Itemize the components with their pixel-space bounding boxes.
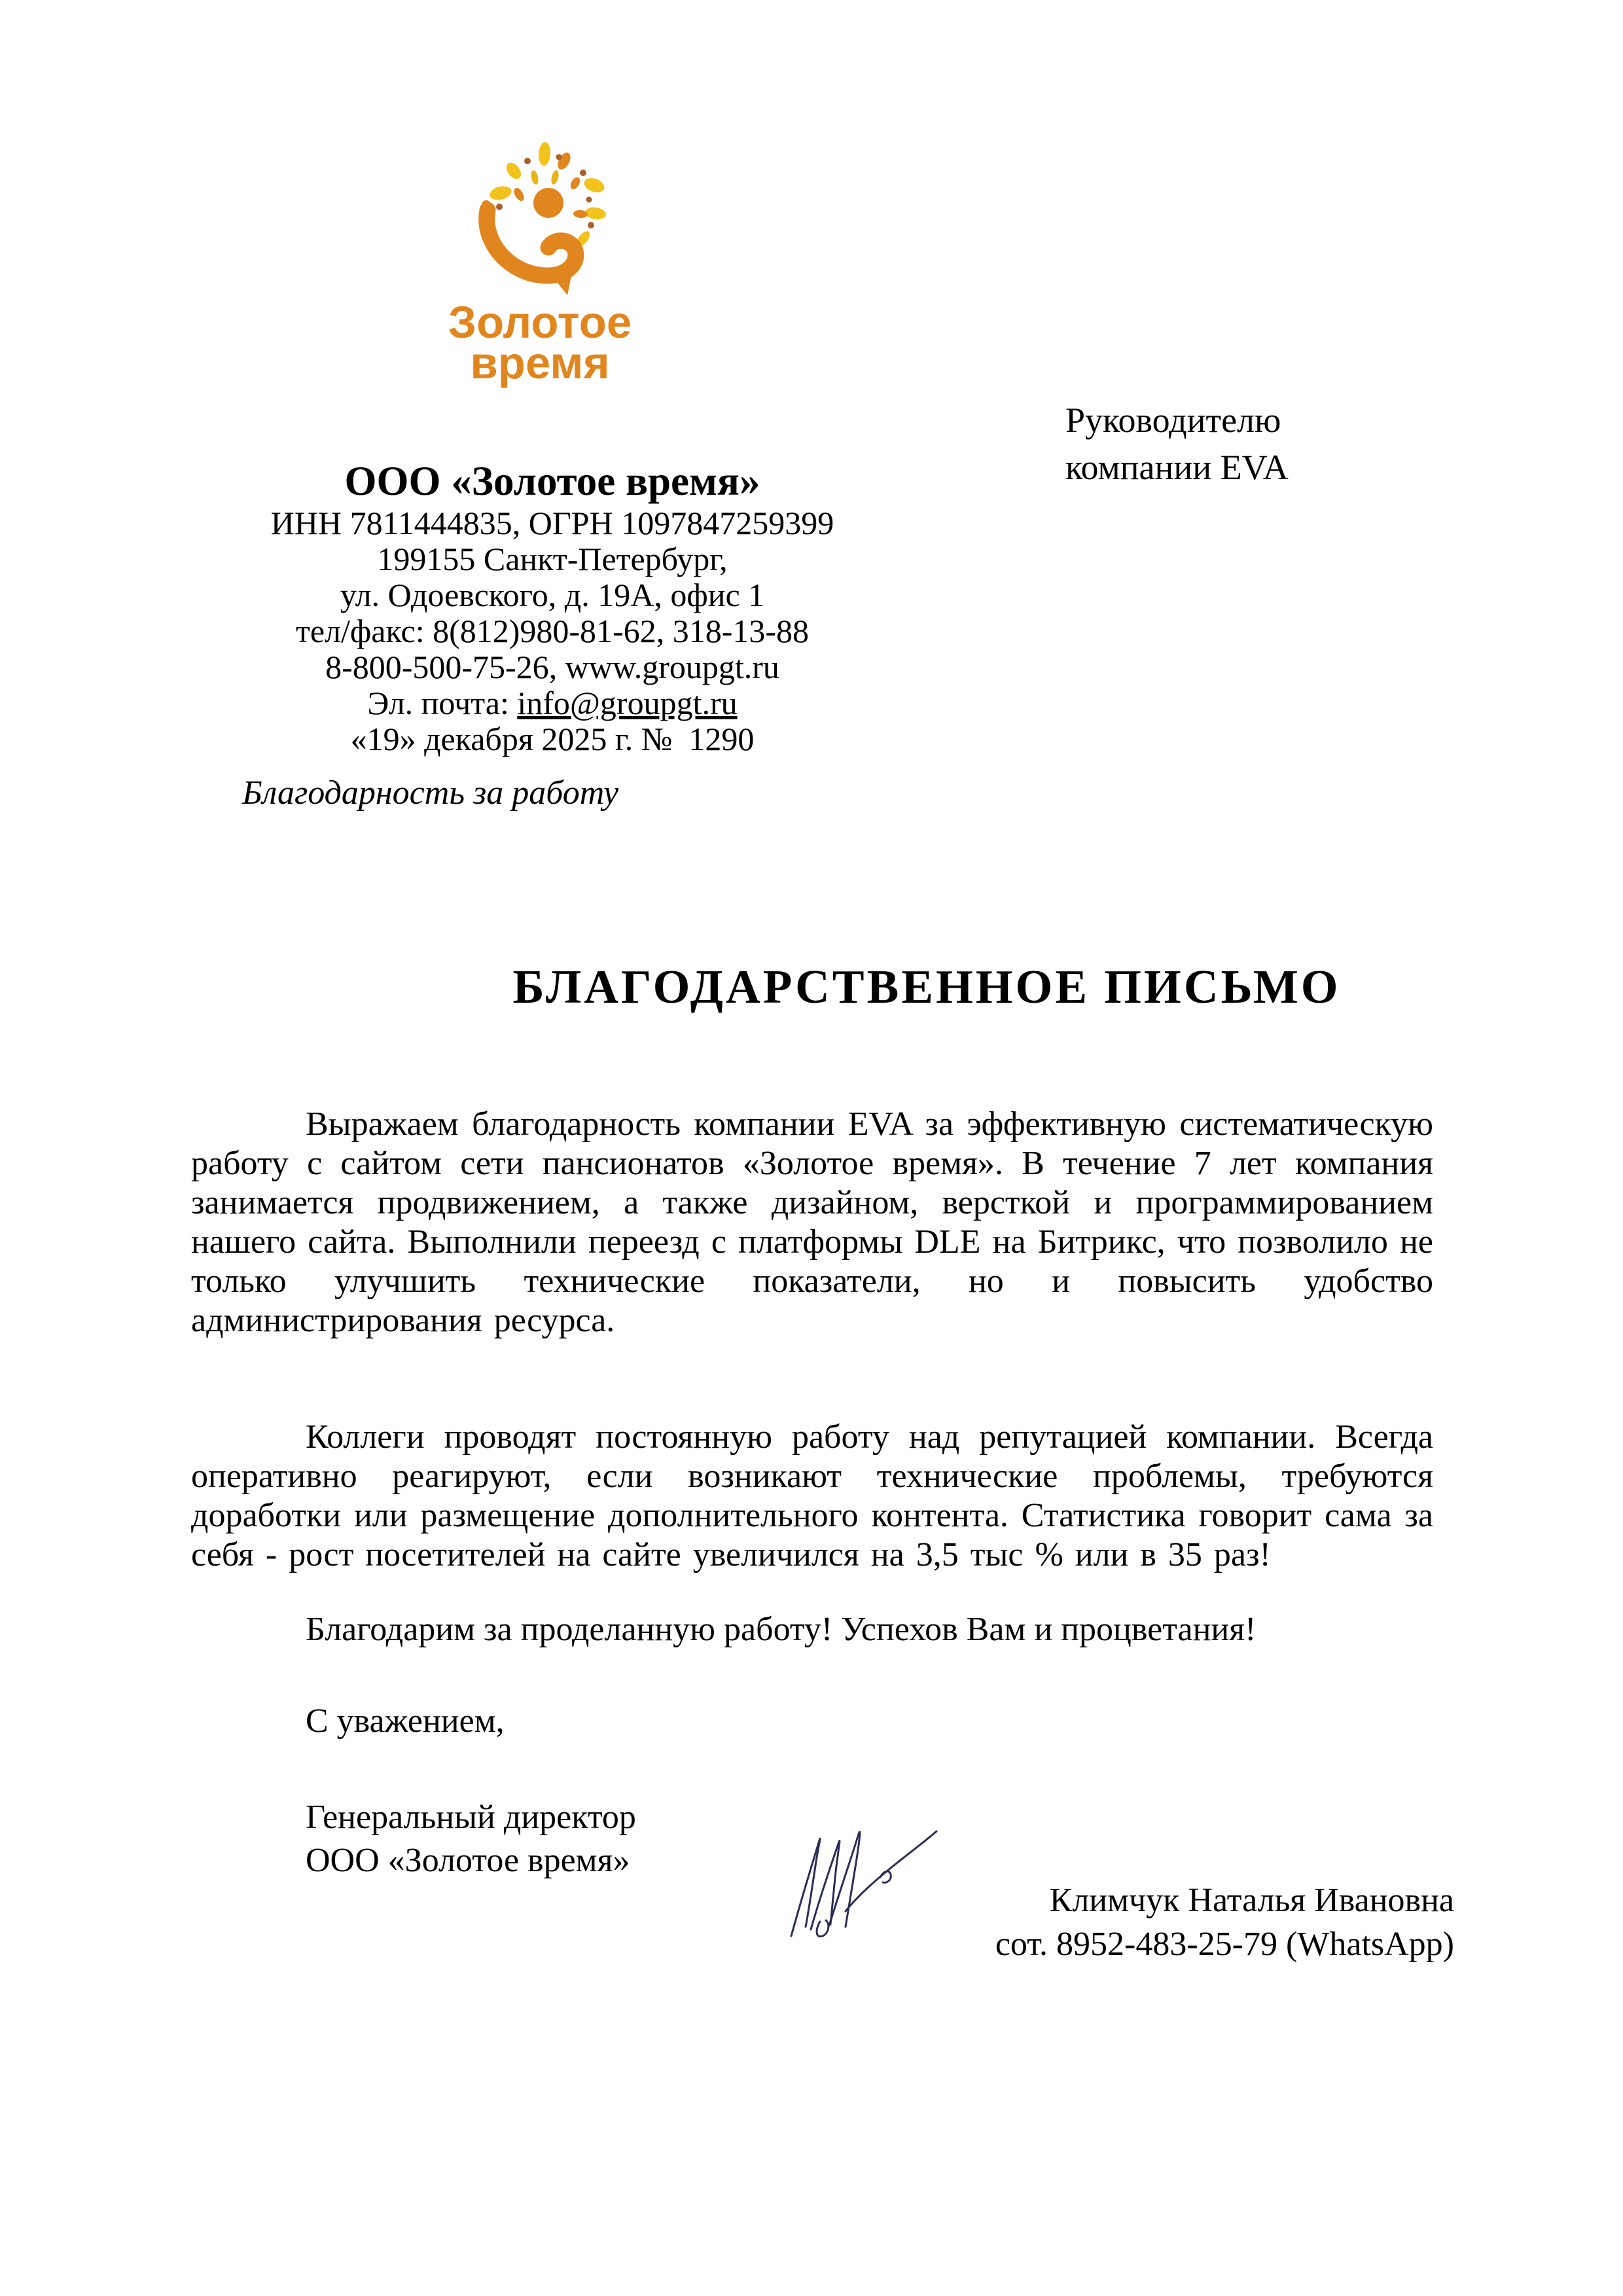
company-phones: тел/факс: 8(812)980-81-62, 318-13-88 — [295, 613, 809, 649]
signer-name: Климчук Наталья Ивановна — [1049, 1882, 1454, 1919]
recipient-line-2: компании EVA — [1065, 448, 1289, 487]
signer-role-2: ООО «Золотое время» — [306, 1842, 630, 1879]
signer-role-1: Генеральный директор — [306, 1799, 636, 1836]
company-inn-ogrn: ИНН 7811444835, ОГРН 1097847259399 — [270, 505, 834, 541]
company-hotline: 8-800-500-75-26, www.groupgt.ru — [325, 649, 779, 685]
letter-title: БЛАГОДАРСТВЕННОЕ ПИСЬМО — [512, 960, 1341, 1013]
email-label: Эл. почта: — [367, 685, 518, 721]
company-name: ООО «Золотое время» — [344, 458, 760, 504]
paragraph-1: Выражаем благодарность компании EVA за эффективную систематическую работу с сайтом сети пансионатов «Золотое время». В течение 7 лет компания занимается продвижением, а также дизайном, версткой и программированием нашего сайта. Выполнили переезд с платформы DLE на Битрикс, что позволило не только улучшить технические показатели, но и повысить удобство администрирования ресурса. — [191, 1105, 1433, 1339]
logo-word-2: время — [470, 338, 610, 388]
company-logo — [429, 134, 654, 389]
letter-subject: Благодарность за работу — [242, 774, 619, 812]
recipient-line-1: Руководителю — [1065, 401, 1281, 440]
closing-regards: С уважением, — [306, 1702, 505, 1740]
signer-phone: сот. 8952-483-25-79 (WhatsApp) — [995, 1926, 1454, 1963]
letterhead — [225, 457, 880, 757]
logo-word-1: Золотое — [448, 297, 632, 348]
company-city: 199155 Санкт-Петербург, — [377, 541, 728, 577]
recipient-block — [1065, 397, 1524, 491]
company-street: ул. Одоевского, д. 19А, офис 1 — [340, 577, 765, 613]
email-address: info@groupgt.ru — [517, 685, 738, 721]
letter-date-number: «19» декабря 2025 г. № 1290 — [350, 721, 755, 757]
paragraph-3: Благодарим за проделанную работу! Успехов Вам и процветания! — [306, 1611, 1257, 1648]
company-email-line — [225, 685, 880, 721]
paragraph-2: Коллеги проводят постоянную работу над репутацией компании. Всегда оперативно реагируют, если возникают технические проблемы, требуются доработки или размещение дополнительного контента. Статистика говорит сама за себя - рост посетителей на сайте увеличился на 3,5 тыс % или в 35 раз! — [191, 1418, 1433, 1573]
signer-block — [865, 1878, 1454, 1966]
hand-icon — [486, 205, 576, 295]
person-head-icon — [533, 188, 563, 218]
